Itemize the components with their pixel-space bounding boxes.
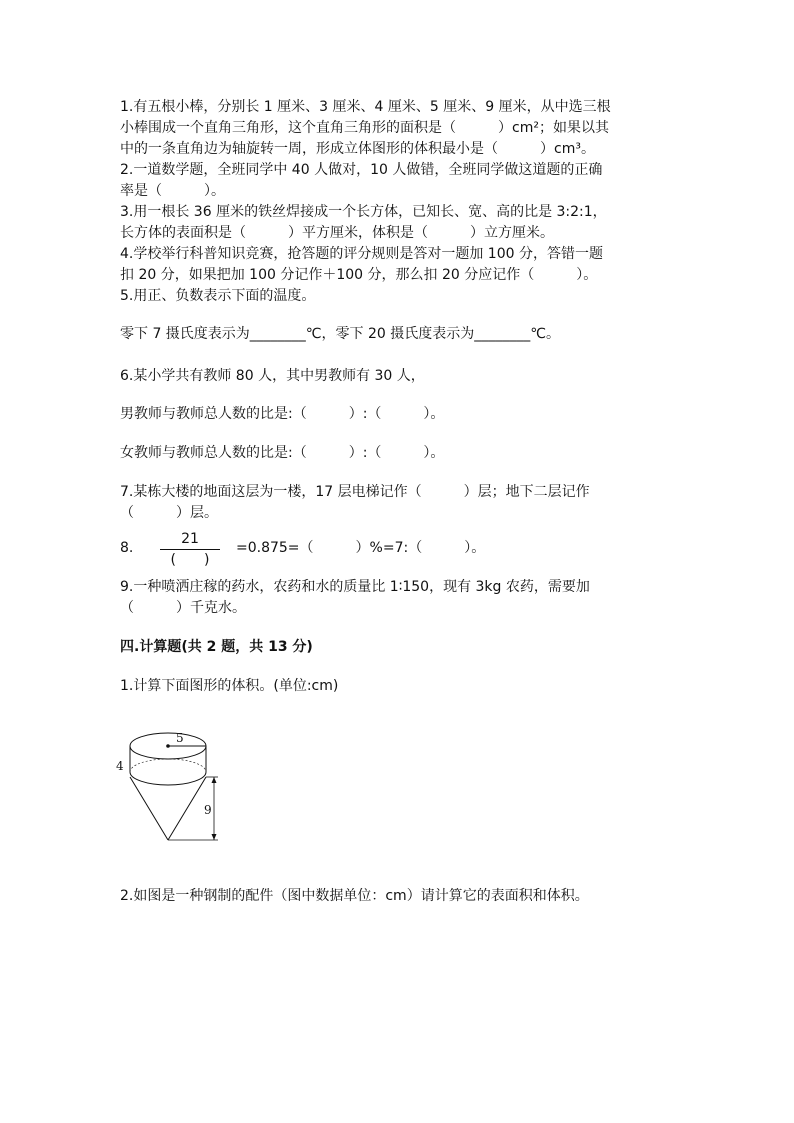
section-4-title: 四.计算题(共 2 题，共 13 分) [120,639,313,655]
radius-label: 5 [176,731,184,745]
question-6-line-1: 6.某小学共有教师 80 人，其中男教师有 30 人， [120,368,425,384]
cylinder-height-label: 4 [116,759,124,773]
question-3-line-2: 长方体的表面积是（ ）平方厘米，体积是（ ）立方厘米。 [120,225,554,241]
question-3-line-1: 3.用一根长 36 厘米的铁丝焊接成一个长方体，已知长、宽、高的比是 3:2:1， [120,204,607,220]
cylinder-bottom [130,772,206,785]
question-7-line-1: 7.某栋大楼的地面这层为一楼，17 层电梯记作（ ）层；地下二层记作 [120,484,590,500]
cone-right-side [168,777,206,840]
question-9-line-2: （ ）千克水。 [120,600,246,616]
cone-left-side [130,777,168,840]
question-5-line-2: 零下 7 摄氏度表示为________℃，零下 20 摄氏度表示为________℃。 [120,326,560,342]
question-1-line-1: 1.有五根小棒，分别长 1 厘米、3 厘米、4 厘米、5 厘米、9 厘米，从中选三根 [120,99,611,115]
cylinder-bottom-back [130,759,206,772]
question-6-line-3: 女教师与教师总人数的比是:（ ）:（ ）。 [120,445,445,461]
question-8-equation: =0.875=（ ）%=7:（ ）。 [236,540,486,556]
fraction-numerator: 21 [181,531,199,547]
question-7-line-2: （ ）层。 [120,505,218,521]
fraction-bar [160,549,220,550]
question-9-line-1: 9.一种喷洒庄稼的药水，农药和水的质量比 1∶150，现有 3kg 农药，需要加 [120,579,590,595]
question-8-label: 8. [120,540,134,556]
calc-2-text: 2.如图是一种钢制的配件（图中数据单位：cm）请计算它的表面积和体积。 [120,888,589,904]
question-2-line-2: 率是（ ）。 [120,183,225,199]
question-1-line-3: 中的一条直角边为轴旋转一周，形成立体图形的体积最小是（ ）cm³。 [120,141,595,157]
cylinder-cone-figure [110,722,230,847]
fraction-denominator: ( ) [170,552,210,568]
question-4-line-1: 4.学校举行科普知识竞赛，抢答题的评分规则是答对一题加 100 分，答错一题 [120,246,603,262]
calc-1-text: 1.计算下面图形的体积。(单位:cm) [120,678,339,694]
question-1-line-2: 小棒围成一个直角三角形，这个直角三角形的面积是（ ）cm²；如果以其 [120,120,609,136]
cone-height-label: 9 [204,803,212,817]
question-5-line-1: 5.用正、负数表示下面的温度。 [120,288,316,304]
dimension-arrow-bottom [212,834,217,840]
question-4-line-2: 扣 20 分，如果把加 100 分记作＋100 分，那么扣 20 分应记作（ ）。 [120,267,598,283]
question-8-fraction [160,530,220,569]
question-6-line-2: 男教师与教师总人数的比是:（ ）:（ ）。 [120,406,445,422]
dimension-arrow-top [212,777,217,783]
question-2-line-1: 2.一道数学题，全班同学中 40 人做对，10 人做错，全班同学做这道题的正确 [120,162,603,178]
